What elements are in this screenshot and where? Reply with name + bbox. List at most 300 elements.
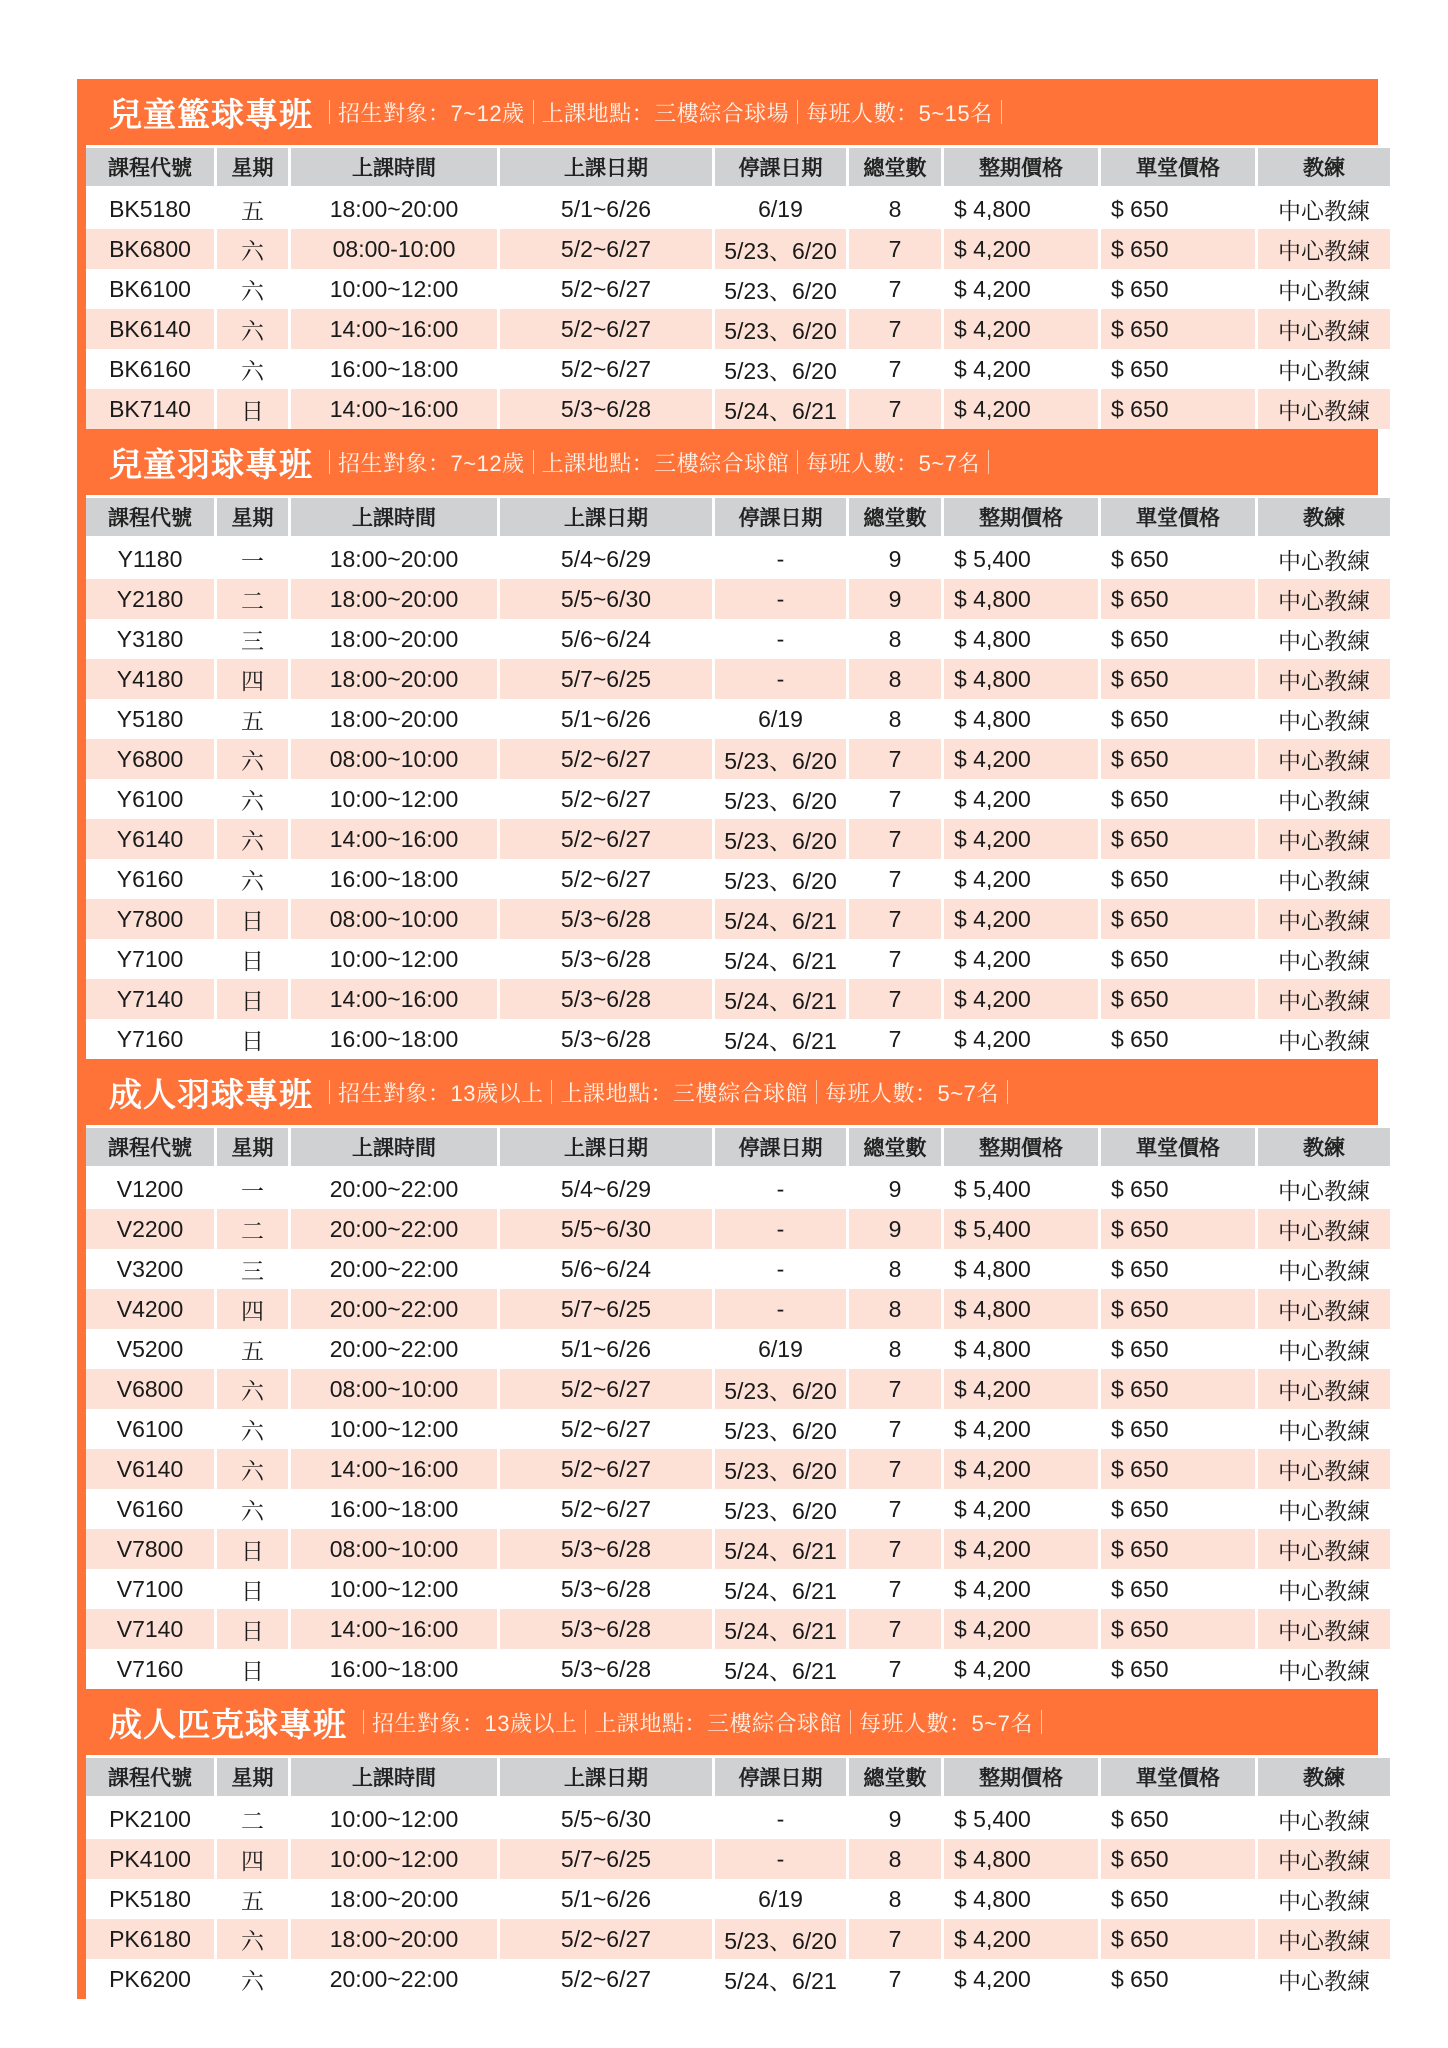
section-info: 每班人數：5~7名 [859, 1710, 1033, 1736]
cell-class-dates: 5/6~6/24 [500, 1249, 712, 1289]
cell-coach: 中心教練 [1258, 659, 1390, 699]
column-header-course-code: 課程代號 [86, 495, 214, 539]
table-row [86, 1209, 1390, 1249]
cell-total-sessions: 8 [849, 1249, 941, 1289]
cell-single-price: $ 650 [1101, 699, 1255, 739]
cell-single-price: $ 650 [1101, 1409, 1255, 1449]
cell-weekday: 六 [217, 349, 288, 389]
cell-class-dates: 5/4~6/29 [500, 1169, 712, 1209]
cell-cancelled-dates: - [715, 1249, 846, 1289]
cell-course-code: BK6160 [86, 349, 214, 389]
divider [533, 450, 534, 474]
cell-weekday: 二 [217, 1209, 288, 1249]
cell-cancelled-dates: - [715, 579, 846, 619]
cell-single-price: $ 650 [1101, 1879, 1255, 1919]
column-header-class-dates: 上課日期 [500, 1125, 712, 1169]
cell-weekday: 日 [217, 1609, 288, 1649]
cell-class-dates: 5/3~6/28 [500, 389, 712, 429]
cell-coach: 中心教練 [1258, 1249, 1390, 1289]
table-row [86, 1169, 1390, 1209]
cell-total-sessions: 7 [849, 739, 941, 779]
cell-total-sessions: 8 [849, 1879, 941, 1919]
cell-class-dates: 5/3~6/28 [500, 979, 712, 1019]
cell-weekday: 一 [217, 539, 288, 579]
cell-coach: 中心教練 [1258, 1959, 1390, 1999]
table-row [86, 939, 1390, 979]
cell-cancelled-dates: 5/23、6/20 [715, 819, 846, 859]
cell-single-price: $ 650 [1101, 1329, 1255, 1369]
cell-cancelled-dates: 6/19 [715, 699, 846, 739]
cell-course-code: Y7140 [86, 979, 214, 1019]
divider [1001, 100, 1002, 124]
cell-class-time: 10:00~12:00 [291, 1409, 497, 1449]
cell-full-price: $ 4,200 [944, 1649, 1098, 1689]
cell-course-code: V2200 [86, 1209, 214, 1249]
schedule-table [83, 145, 1393, 429]
table-row [86, 819, 1390, 859]
cell-weekday: 二 [217, 1799, 288, 1839]
cell-course-code: Y6100 [86, 779, 214, 819]
cell-cancelled-dates: 5/24、6/21 [715, 1959, 846, 1999]
cell-total-sessions: 7 [849, 1529, 941, 1569]
divider [551, 1080, 552, 1104]
divider [988, 450, 989, 474]
cell-class-time: 16:00~18:00 [291, 349, 497, 389]
course-section [86, 1689, 1378, 1999]
cell-full-price: $ 4,800 [944, 619, 1098, 659]
divider [1041, 1710, 1042, 1734]
cell-single-price: $ 650 [1101, 1449, 1255, 1489]
section-title: 兒童籃球專班 [109, 95, 313, 133]
column-header-cancelled-dates: 停課日期 [715, 1125, 846, 1169]
section-info: 每班人數：5~7名 [825, 1080, 999, 1106]
cell-single-price: $ 650 [1101, 1609, 1255, 1649]
cell-class-dates: 5/5~6/30 [500, 1799, 712, 1839]
cell-course-code: PK2100 [86, 1799, 214, 1839]
column-header-coach: 教練 [1258, 1755, 1390, 1799]
cell-course-code: Y7800 [86, 899, 214, 939]
column-header-weekday: 星期 [217, 1755, 288, 1799]
column-header-weekday: 星期 [217, 1125, 288, 1169]
cell-total-sessions: 7 [849, 859, 941, 899]
cell-single-price: $ 650 [1101, 1369, 1255, 1409]
cell-single-price: $ 650 [1101, 579, 1255, 619]
cell-class-dates: 5/3~6/28 [500, 1019, 712, 1059]
table-row [86, 899, 1390, 939]
cell-class-time: 14:00~16:00 [291, 979, 497, 1019]
cell-cancelled-dates: 5/24、6/21 [715, 1529, 846, 1569]
section-title: 成人羽球專班 [109, 1075, 313, 1113]
cell-class-time: 14:00~16:00 [291, 819, 497, 859]
cell-class-time: 16:00~18:00 [291, 1019, 497, 1059]
cell-course-code: Y5180 [86, 699, 214, 739]
cell-full-price: $ 4,800 [944, 579, 1098, 619]
table-row [86, 619, 1390, 659]
table-row [86, 189, 1390, 229]
cell-full-price: $ 5,400 [944, 1799, 1098, 1839]
cell-cancelled-dates: 6/19 [715, 1329, 846, 1369]
cell-cancelled-dates: 6/19 [715, 1879, 846, 1919]
cell-coach: 中心教練 [1258, 1209, 1390, 1249]
cell-course-code: PK6180 [86, 1919, 214, 1959]
cell-course-code: BK6100 [86, 269, 214, 309]
cell-class-time: 18:00~20:00 [291, 659, 497, 699]
cell-course-code: V6160 [86, 1489, 214, 1529]
section-info: 招生對象：7~12歲 [338, 100, 525, 126]
cell-class-dates: 5/1~6/26 [500, 1329, 712, 1369]
cell-course-code: PK4100 [86, 1839, 214, 1879]
column-header-class-time: 上課時間 [291, 495, 497, 539]
column-header-full-price: 整期價格 [944, 495, 1098, 539]
cell-course-code: V7140 [86, 1609, 214, 1649]
cell-class-time: 16:00~18:00 [291, 1489, 497, 1529]
divider [1007, 1080, 1008, 1104]
cell-cancelled-dates: 5/23、6/20 [715, 349, 846, 389]
cell-coach: 中心教練 [1258, 1369, 1390, 1409]
cell-course-code: Y7160 [86, 1019, 214, 1059]
cell-full-price: $ 4,800 [944, 1289, 1098, 1329]
cell-cancelled-dates: 5/24、6/21 [715, 979, 846, 1019]
cell-coach: 中心教練 [1258, 859, 1390, 899]
cell-total-sessions: 8 [849, 1289, 941, 1329]
column-header-course-code: 課程代號 [86, 1125, 214, 1169]
cell-class-dates: 5/5~6/30 [500, 579, 712, 619]
cell-weekday: 六 [217, 229, 288, 269]
cell-class-time: 16:00~18:00 [291, 859, 497, 899]
column-header-class-dates: 上課日期 [500, 145, 712, 189]
cell-full-price: $ 4,200 [944, 309, 1098, 349]
cell-cancelled-dates: 5/23、6/20 [715, 1919, 846, 1959]
divider [850, 1710, 851, 1734]
cell-class-time: 18:00~20:00 [291, 1879, 497, 1919]
cell-single-price: $ 650 [1101, 939, 1255, 979]
cell-cancelled-dates: - [715, 1289, 846, 1329]
column-header-weekday: 星期 [217, 495, 288, 539]
cell-total-sessions: 7 [849, 269, 941, 309]
cell-full-price: $ 4,200 [944, 1489, 1098, 1529]
cell-class-time: 18:00~20:00 [291, 1919, 497, 1959]
cell-coach: 中心教練 [1258, 939, 1390, 979]
cell-cancelled-dates: 5/23、6/20 [715, 739, 846, 779]
divider [797, 450, 798, 474]
cell-coach: 中心教練 [1258, 1569, 1390, 1609]
table-row [86, 349, 1390, 389]
column-header-total-sessions: 總堂數 [849, 1755, 941, 1799]
cell-course-code: V7800 [86, 1529, 214, 1569]
cell-coach: 中心教練 [1258, 1879, 1390, 1919]
cell-full-price: $ 4,800 [944, 1249, 1098, 1289]
cell-weekday: 六 [217, 1919, 288, 1959]
cell-full-price: $ 4,800 [944, 659, 1098, 699]
cell-total-sessions: 7 [849, 1569, 941, 1609]
cell-class-dates: 5/1~6/26 [500, 1879, 712, 1919]
cell-full-price: $ 5,400 [944, 1209, 1098, 1249]
column-header-full-price: 整期價格 [944, 1125, 1098, 1169]
cell-coach: 中心教練 [1258, 1799, 1390, 1839]
cell-weekday: 日 [217, 1569, 288, 1609]
divider [816, 1080, 817, 1104]
cell-class-dates: 5/7~6/25 [500, 659, 712, 699]
divider [329, 100, 330, 124]
table-row [86, 1329, 1390, 1369]
cell-course-code: V4200 [86, 1289, 214, 1329]
column-header-full-price: 整期價格 [944, 1755, 1098, 1799]
cell-class-dates: 5/2~6/27 [500, 229, 712, 269]
cell-class-dates: 5/3~6/28 [500, 899, 712, 939]
cell-total-sessions: 7 [849, 1409, 941, 1449]
cell-full-price: $ 4,800 [944, 189, 1098, 229]
cell-class-dates: 5/2~6/27 [500, 1449, 712, 1489]
cell-coach: 中心教練 [1258, 1489, 1390, 1529]
cell-coach: 中心教練 [1258, 1449, 1390, 1489]
section-header-bar [86, 429, 1378, 495]
schedule-table [83, 1755, 1393, 1999]
cell-full-price: $ 4,200 [944, 859, 1098, 899]
table-row [86, 309, 1390, 349]
cell-course-code: BK5180 [86, 189, 214, 229]
divider [329, 1080, 330, 1104]
cell-full-price: $ 4,200 [944, 1019, 1098, 1059]
cell-total-sessions: 7 [849, 1609, 941, 1649]
table-row [86, 1249, 1390, 1289]
column-header-class-dates: 上課日期 [500, 495, 712, 539]
cell-single-price: $ 650 [1101, 1919, 1255, 1959]
table-row [86, 779, 1390, 819]
cell-single-price: $ 650 [1101, 1209, 1255, 1249]
column-header-single-price: 單堂價格 [1101, 1755, 1255, 1799]
cell-total-sessions: 7 [849, 1019, 941, 1059]
cell-course-code: V1200 [86, 1169, 214, 1209]
cell-class-dates: 5/1~6/26 [500, 189, 712, 229]
cell-full-price: $ 5,400 [944, 1169, 1098, 1209]
cell-coach: 中心教練 [1258, 699, 1390, 739]
cell-class-dates: 5/2~6/27 [500, 1409, 712, 1449]
cell-coach: 中心教練 [1258, 779, 1390, 819]
table-row [86, 1959, 1390, 1999]
cell-class-dates: 5/3~6/28 [500, 1569, 712, 1609]
cell-coach: 中心教練 [1258, 189, 1390, 229]
cell-class-time: 18:00~20:00 [291, 539, 497, 579]
cell-class-time: 14:00~16:00 [291, 389, 497, 429]
cell-cancelled-dates: - [715, 619, 846, 659]
cell-class-dates: 5/7~6/25 [500, 1839, 712, 1879]
cell-class-time: 16:00~18:00 [291, 1649, 497, 1689]
cell-coach: 中心教練 [1258, 739, 1390, 779]
cell-coach: 中心教練 [1258, 389, 1390, 429]
cell-class-time: 10:00~12:00 [291, 269, 497, 309]
cell-total-sessions: 7 [849, 1369, 941, 1409]
cell-full-price: $ 4,200 [944, 269, 1098, 309]
table-row [86, 979, 1390, 1019]
cell-full-price: $ 4,200 [944, 389, 1098, 429]
section-info: 上課地點：三樓綜合球館 [560, 1080, 808, 1106]
table-row [86, 699, 1390, 739]
cell-course-code: V7160 [86, 1649, 214, 1689]
section-title: 成人匹克球專班 [109, 1705, 347, 1743]
cell-full-price: $ 5,400 [944, 539, 1098, 579]
cell-weekday: 六 [217, 1409, 288, 1449]
cell-weekday: 六 [217, 1449, 288, 1489]
cell-class-time: 14:00~16:00 [291, 309, 497, 349]
cell-course-code: Y6140 [86, 819, 214, 859]
cell-weekday: 日 [217, 1529, 288, 1569]
cell-cancelled-dates: 5/24、6/21 [715, 1569, 846, 1609]
cell-total-sessions: 7 [849, 1449, 941, 1489]
column-header-cancelled-dates: 停課日期 [715, 495, 846, 539]
course-section [86, 79, 1378, 429]
table-row [86, 1879, 1390, 1919]
cell-class-time: 08:00-10:00 [291, 229, 497, 269]
table-header-row [86, 1755, 1390, 1799]
cell-class-dates: 5/2~6/27 [500, 819, 712, 859]
table-row [86, 1649, 1390, 1689]
cell-weekday: 四 [217, 659, 288, 699]
cell-class-dates: 5/2~6/27 [500, 349, 712, 389]
cell-course-code: Y7100 [86, 939, 214, 979]
cell-single-price: $ 650 [1101, 189, 1255, 229]
cell-full-price: $ 4,200 [944, 819, 1098, 859]
cell-coach: 中心教練 [1258, 1529, 1390, 1569]
cell-weekday: 日 [217, 979, 288, 1019]
cell-class-dates: 5/2~6/27 [500, 1489, 712, 1529]
divider [329, 450, 330, 474]
cell-cancelled-dates: 5/24、6/21 [715, 899, 846, 939]
section-header-bar [86, 79, 1378, 145]
cell-single-price: $ 650 [1101, 389, 1255, 429]
cell-single-price: $ 650 [1101, 1289, 1255, 1329]
cell-cancelled-dates: 5/23、6/20 [715, 1449, 846, 1489]
cell-full-price: $ 4,200 [944, 1369, 1098, 1409]
course-section [86, 1059, 1378, 1689]
cell-single-price: $ 650 [1101, 1959, 1255, 1999]
cell-single-price: $ 650 [1101, 1839, 1255, 1879]
cell-weekday: 六 [217, 859, 288, 899]
cell-course-code: V7100 [86, 1569, 214, 1609]
cell-class-time: 20:00~22:00 [291, 1209, 497, 1249]
column-header-class-dates: 上課日期 [500, 1755, 712, 1799]
cell-coach: 中心教練 [1258, 619, 1390, 659]
cell-class-dates: 5/2~6/27 [500, 739, 712, 779]
cell-full-price: $ 4,200 [944, 1569, 1098, 1609]
cell-class-dates: 5/2~6/27 [500, 269, 712, 309]
cell-single-price: $ 650 [1101, 1489, 1255, 1529]
table-row [86, 579, 1390, 619]
cell-total-sessions: 8 [849, 189, 941, 229]
cell-single-price: $ 650 [1101, 229, 1255, 269]
cell-weekday: 日 [217, 939, 288, 979]
cell-course-code: PK5180 [86, 1879, 214, 1919]
cell-weekday: 六 [217, 779, 288, 819]
cell-coach: 中心教練 [1258, 1019, 1390, 1059]
cell-coach: 中心教練 [1258, 899, 1390, 939]
cell-course-code: BK6140 [86, 309, 214, 349]
cell-total-sessions: 7 [849, 229, 941, 269]
cell-single-price: $ 650 [1101, 1529, 1255, 1569]
cell-total-sessions: 9 [849, 1169, 941, 1209]
column-header-cancelled-dates: 停課日期 [715, 145, 846, 189]
cell-cancelled-dates: 5/24、6/21 [715, 1649, 846, 1689]
cell-single-price: $ 650 [1101, 899, 1255, 939]
table-row [86, 1839, 1390, 1879]
cell-coach: 中心教練 [1258, 819, 1390, 859]
cell-class-dates: 5/2~6/27 [500, 779, 712, 819]
table-row [86, 1449, 1390, 1489]
cell-total-sessions: 7 [849, 309, 941, 349]
cell-weekday: 六 [217, 1369, 288, 1409]
table-row [86, 1569, 1390, 1609]
cell-single-price: $ 650 [1101, 309, 1255, 349]
cell-full-price: $ 4,200 [944, 1919, 1098, 1959]
cell-cancelled-dates: - [715, 659, 846, 699]
table-row [86, 739, 1390, 779]
cell-weekday: 日 [217, 1019, 288, 1059]
cell-total-sessions: 9 [849, 539, 941, 579]
column-header-class-time: 上課時間 [291, 145, 497, 189]
cell-weekday: 日 [217, 899, 288, 939]
cell-cancelled-dates: - [715, 1799, 846, 1839]
cell-cancelled-dates: 5/24、6/21 [715, 389, 846, 429]
cell-total-sessions: 7 [849, 1919, 941, 1959]
cell-weekday: 六 [217, 269, 288, 309]
cell-total-sessions: 8 [849, 619, 941, 659]
column-header-full-price: 整期價格 [944, 145, 1098, 189]
cell-course-code: V6140 [86, 1449, 214, 1489]
cell-class-dates: 5/6~6/24 [500, 619, 712, 659]
table-row [86, 659, 1390, 699]
cell-coach: 中心教練 [1258, 309, 1390, 349]
cell-course-code: Y6800 [86, 739, 214, 779]
section-info: 每班人數：5~7名 [806, 450, 980, 476]
cell-weekday: 六 [217, 739, 288, 779]
cell-course-code: Y2180 [86, 579, 214, 619]
cell-class-time: 18:00~20:00 [291, 189, 497, 229]
cell-total-sessions: 7 [849, 899, 941, 939]
cell-course-code: Y4180 [86, 659, 214, 699]
cell-cancelled-dates: 5/24、6/21 [715, 1019, 846, 1059]
section-info: 每班人數：5~15名 [806, 100, 993, 126]
cell-weekday: 五 [217, 1329, 288, 1369]
cell-total-sessions: 9 [849, 1799, 941, 1839]
cell-course-code: V3200 [86, 1249, 214, 1289]
cell-course-code: BK7140 [86, 389, 214, 429]
cell-class-dates: 5/3~6/28 [500, 1609, 712, 1649]
column-header-course-code: 課程代號 [86, 145, 214, 189]
table-row [86, 1369, 1390, 1409]
cell-course-code: BK6800 [86, 229, 214, 269]
cell-full-price: $ 4,200 [944, 899, 1098, 939]
cell-weekday: 四 [217, 1289, 288, 1329]
cell-total-sessions: 7 [849, 349, 941, 389]
table-row [86, 1289, 1390, 1329]
cell-course-code: V5200 [86, 1329, 214, 1369]
table-row [86, 389, 1390, 429]
cell-weekday: 日 [217, 389, 288, 429]
cell-weekday: 日 [217, 1649, 288, 1689]
cell-cancelled-dates: 5/23、6/20 [715, 1409, 846, 1449]
cell-cancelled-dates: 5/24、6/21 [715, 1609, 846, 1649]
cell-class-time: 14:00~16:00 [291, 1609, 497, 1649]
cell-weekday: 三 [217, 1249, 288, 1289]
section-info: 招生對象：13歲以上 [338, 1080, 544, 1106]
table-row [86, 539, 1390, 579]
cell-cancelled-dates: 5/23、6/20 [715, 1489, 846, 1529]
cell-single-price: $ 650 [1101, 619, 1255, 659]
cell-total-sessions: 7 [849, 1959, 941, 1999]
cell-course-code: V6800 [86, 1369, 214, 1409]
cell-weekday: 六 [217, 819, 288, 859]
cell-class-time: 10:00~12:00 [291, 1839, 497, 1879]
cell-class-time: 08:00~10:00 [291, 899, 497, 939]
